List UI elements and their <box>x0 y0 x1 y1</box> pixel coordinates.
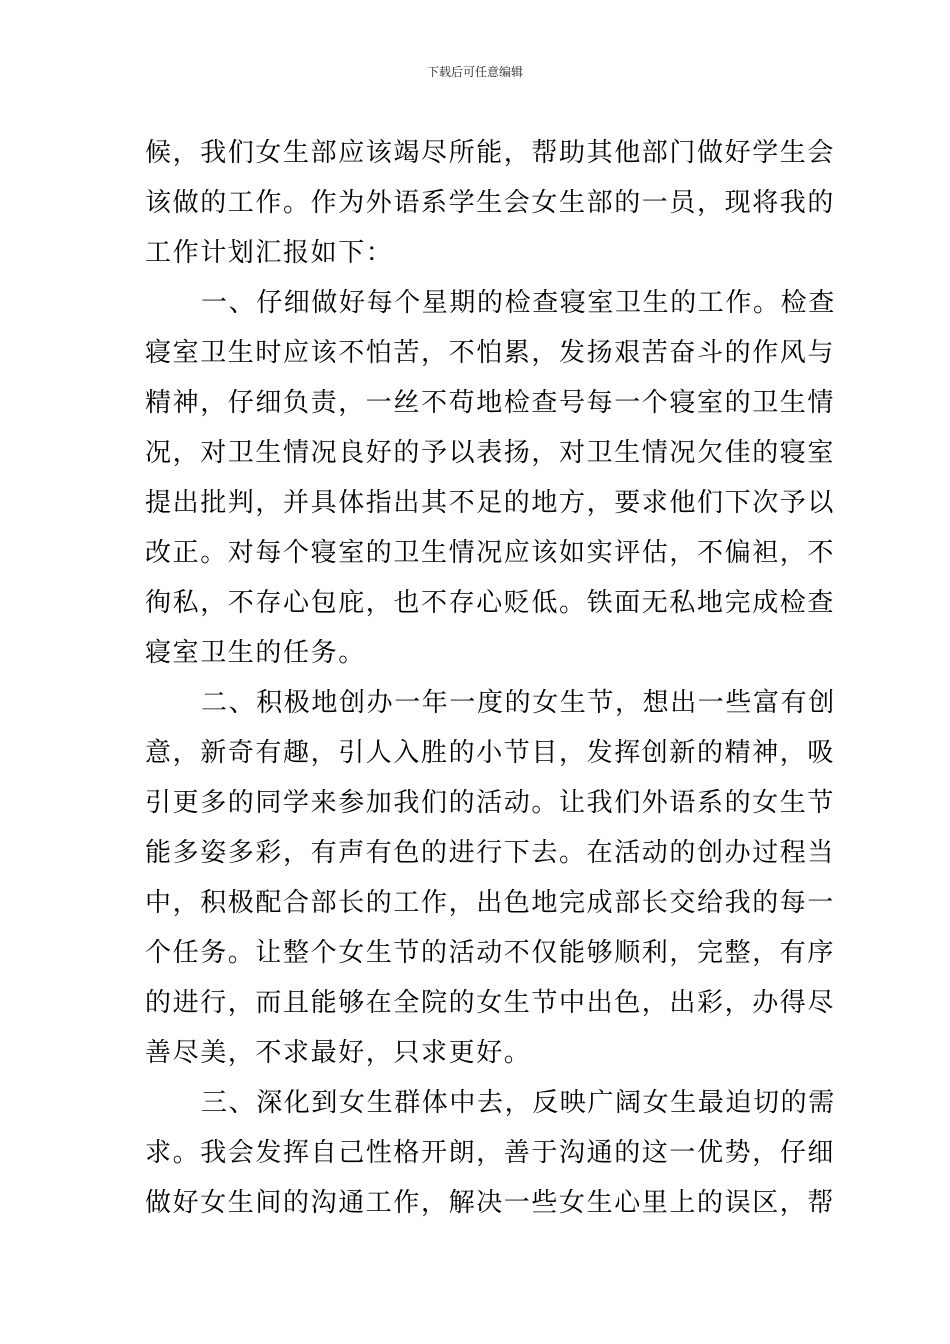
paragraph-start-line: 二、积极地创办一年一度的女生节，想出一些富有创 <box>201 688 836 718</box>
text-line: 个任务。让整个女生节的活动不仅能够顺利，完整，有序 <box>145 938 836 968</box>
text-line: 提出批判，并具体指出其不足的地方，要求他们下次予以 <box>145 488 836 518</box>
text-line: 求。我会发挥自己性格开朗，善于沟通的这一优势，仔细 <box>145 1138 836 1168</box>
text-line: 能多姿多彩，有声有色的进行下去。在活动的创办过程当 <box>145 838 836 868</box>
text-line: 况，对卫生情况良好的予以表扬，对卫生情况欠佳的寝室 <box>145 438 836 468</box>
text-line: 徇私，不存心包庇，也不存心贬低。铁面无私地完成检查 <box>145 588 836 618</box>
text-line: 的进行，而且能够在全院的女生节中出色，出彩，办得尽 <box>145 988 836 1018</box>
text-line: 意，新奇有趣，引人入胜的小节目，发挥创新的精神，吸 <box>145 738 836 768</box>
text-line: 改正。对每个寝室的卫生情况应该如实评估，不偏袒，不 <box>145 538 836 568</box>
text-line: 中，积极配合部长的工作，出色地完成部长交给我的每一 <box>145 888 836 918</box>
text-line: 候，我们女生部应该竭尽所能，帮助其他部门做好学生会 <box>145 138 836 168</box>
text-line: 做好女生间的沟通工作，解决一些女生心里上的误区，帮 <box>145 1188 836 1218</box>
paragraph-start-line: 三、深化到女生群体中去，反映广阔女生最迫切的需 <box>201 1088 836 1118</box>
text-line: 寝室卫生的任务。 <box>145 638 366 668</box>
paragraph-start-line: 一、仔细做好每个星期的检查寝室卫生的工作。检查 <box>201 288 836 318</box>
text-line: 工作计划汇报如下： <box>145 238 394 268</box>
text-line: 善尽美，不求最好，只求更好。 <box>145 1038 532 1068</box>
text-line: 引更多的同学来参加我们的活动。让我们外语系的女生节 <box>145 788 836 818</box>
page-header-note: 下载后可任意编辑 <box>426 65 523 79</box>
text-line: 精神，仔细负责，一丝不苟地检查号每一个寝室的卫生情 <box>145 388 836 418</box>
text-line: 该做的工作。作为外语系学生会女生部的一员，现将我的 <box>145 188 836 218</box>
text-line: 寝室卫生时应该不怕苦，不怕累，发扬艰苦奋斗的作风与 <box>145 338 836 368</box>
document-body <box>145 128 836 1228</box>
